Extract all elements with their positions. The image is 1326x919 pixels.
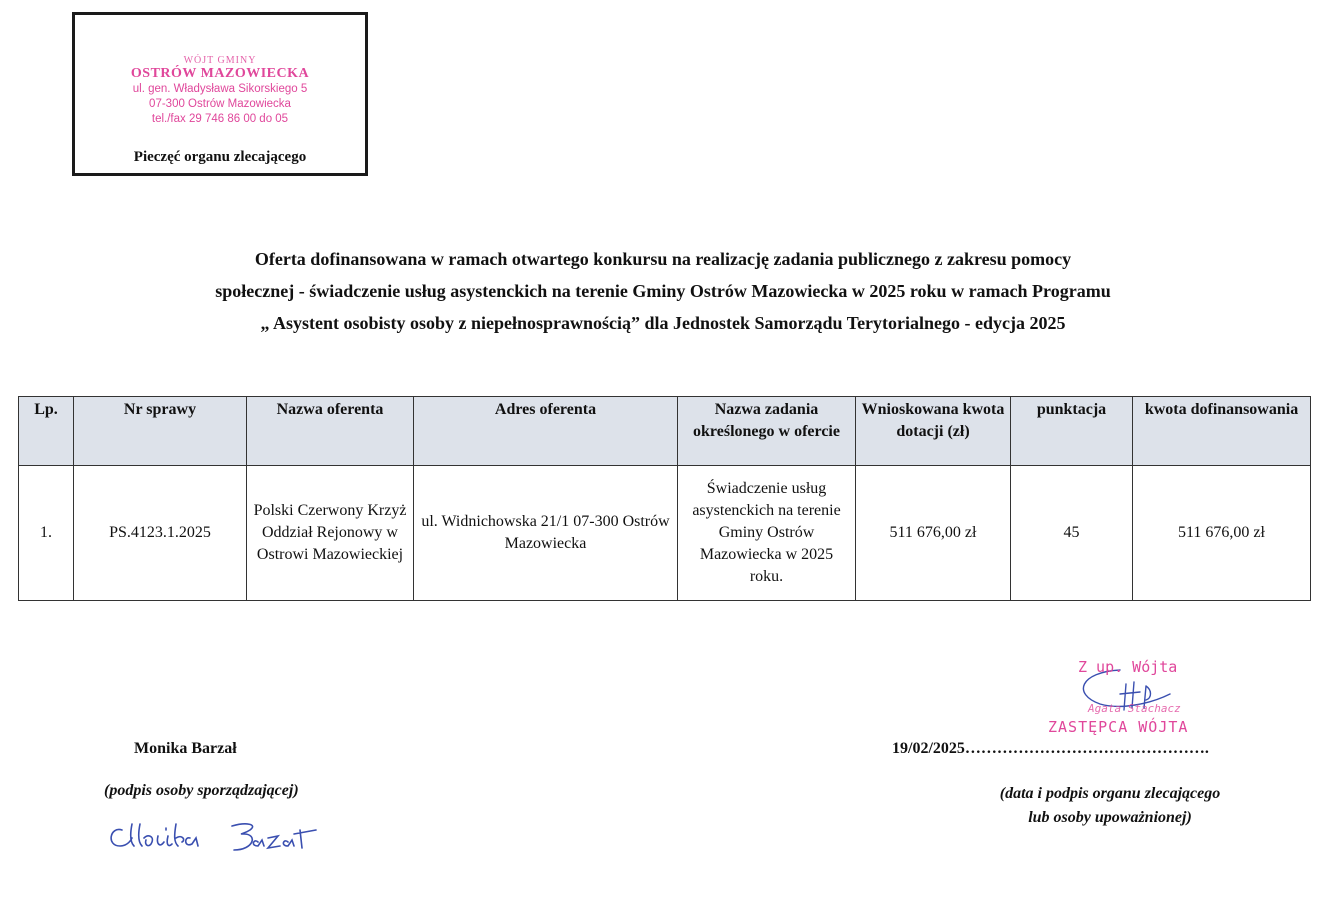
stamp-line-2: OSTRÓW MAZOWIECKA bbox=[130, 66, 310, 81]
heading-line-2: społecznej - świadczenie usług asystenckich na terenie Gminy Ostrów Mazowiecka w 2025 roku w ramach Programu bbox=[215, 281, 1111, 301]
cell-lp: 1. bbox=[19, 466, 74, 601]
cell-funding-amount: 511 676,00 zł bbox=[1133, 466, 1311, 601]
heading-line-3: „ Asystent osobisty osoby z niepełnosprawnością” dla Jednostek Samorządu Terytorialnego - edycja 2025 bbox=[260, 313, 1066, 333]
table-header-row bbox=[19, 397, 1311, 466]
cell-task-name: Świadczenie usług asystenckich na terenie Gminy Ostrów Mazowiecka w 2025 roku. bbox=[678, 466, 856, 601]
cell-case-number: PS.4123.1.2025 bbox=[74, 466, 247, 601]
document-heading bbox=[60, 243, 1266, 339]
header-funding-amount: kwota dofinansowania bbox=[1133, 397, 1311, 466]
stamp-line-1: WÓJT GMINY bbox=[183, 55, 257, 66]
issuer-stamp bbox=[75, 55, 365, 127]
header-requested-amount: Wnioskowana kwota dotacji (zł) bbox=[856, 397, 1011, 466]
approval-caption-line-1: (data i podpis organu zlecającego bbox=[999, 785, 1221, 802]
header-bidder-address: Adres oferenta bbox=[414, 397, 678, 466]
stamp-caption: Pieczęć organu zlecającego bbox=[133, 149, 307, 165]
cell-requested-amount: 511 676,00 zł bbox=[856, 466, 1011, 601]
approval-caption bbox=[940, 782, 1280, 830]
header-task-name: Nazwa zadania określonego w ofercie bbox=[678, 397, 856, 466]
approval-stamp-line-1: Z up. Wójta bbox=[1078, 658, 1178, 676]
cell-score: 45 bbox=[1011, 466, 1133, 601]
header-case-number: Nr sprawy bbox=[74, 397, 247, 466]
stamp-line-5: tel./fax 29 746 86 00 do 05 bbox=[151, 113, 289, 125]
approval-caption-line-2: lub osoby upoważnionej) bbox=[1028, 809, 1192, 826]
table-row bbox=[19, 466, 1311, 601]
preparer-caption: (podpis osoby sporządzającej) bbox=[104, 782, 299, 799]
approval-date-line: 19/02/2025………………………………………. bbox=[892, 740, 1209, 757]
offers-table bbox=[18, 396, 1311, 601]
approval-stamp-line-2: Agata Stachacz bbox=[1088, 702, 1181, 715]
header-score: punktacja bbox=[1011, 397, 1133, 466]
cell-bidder-name: Polski Czerwony Krzyż Oddział Rejonowy w Ostrowi Mazowieckiej bbox=[247, 466, 414, 601]
issuer-stamp-box bbox=[72, 12, 368, 176]
preparer-name: Monika Barzał bbox=[134, 740, 237, 757]
cell-bidder-address: ul. Widnichowska 21/1 07-300 Ostrów Mazowiecka bbox=[414, 466, 678, 601]
approval-stamp bbox=[1040, 654, 1230, 740]
header-bidder-name: Nazwa oferenta bbox=[247, 397, 414, 466]
stamp-line-3: ul. gen. Władysława Sikorskiego 5 bbox=[132, 83, 308, 95]
preparer-signature bbox=[100, 812, 350, 862]
approval-stamp-line-3: ZASTĘPCA WÓJTA bbox=[1048, 718, 1189, 736]
stamp-line-4: 07-300 Ostrów Mazowiecka bbox=[149, 98, 291, 110]
heading-line-1: Oferta dofinansowana w ramach otwartego konkursu na realizację zadania publicznego z zakresu pomocy bbox=[254, 249, 1072, 269]
header-lp: Lp. bbox=[19, 397, 74, 466]
